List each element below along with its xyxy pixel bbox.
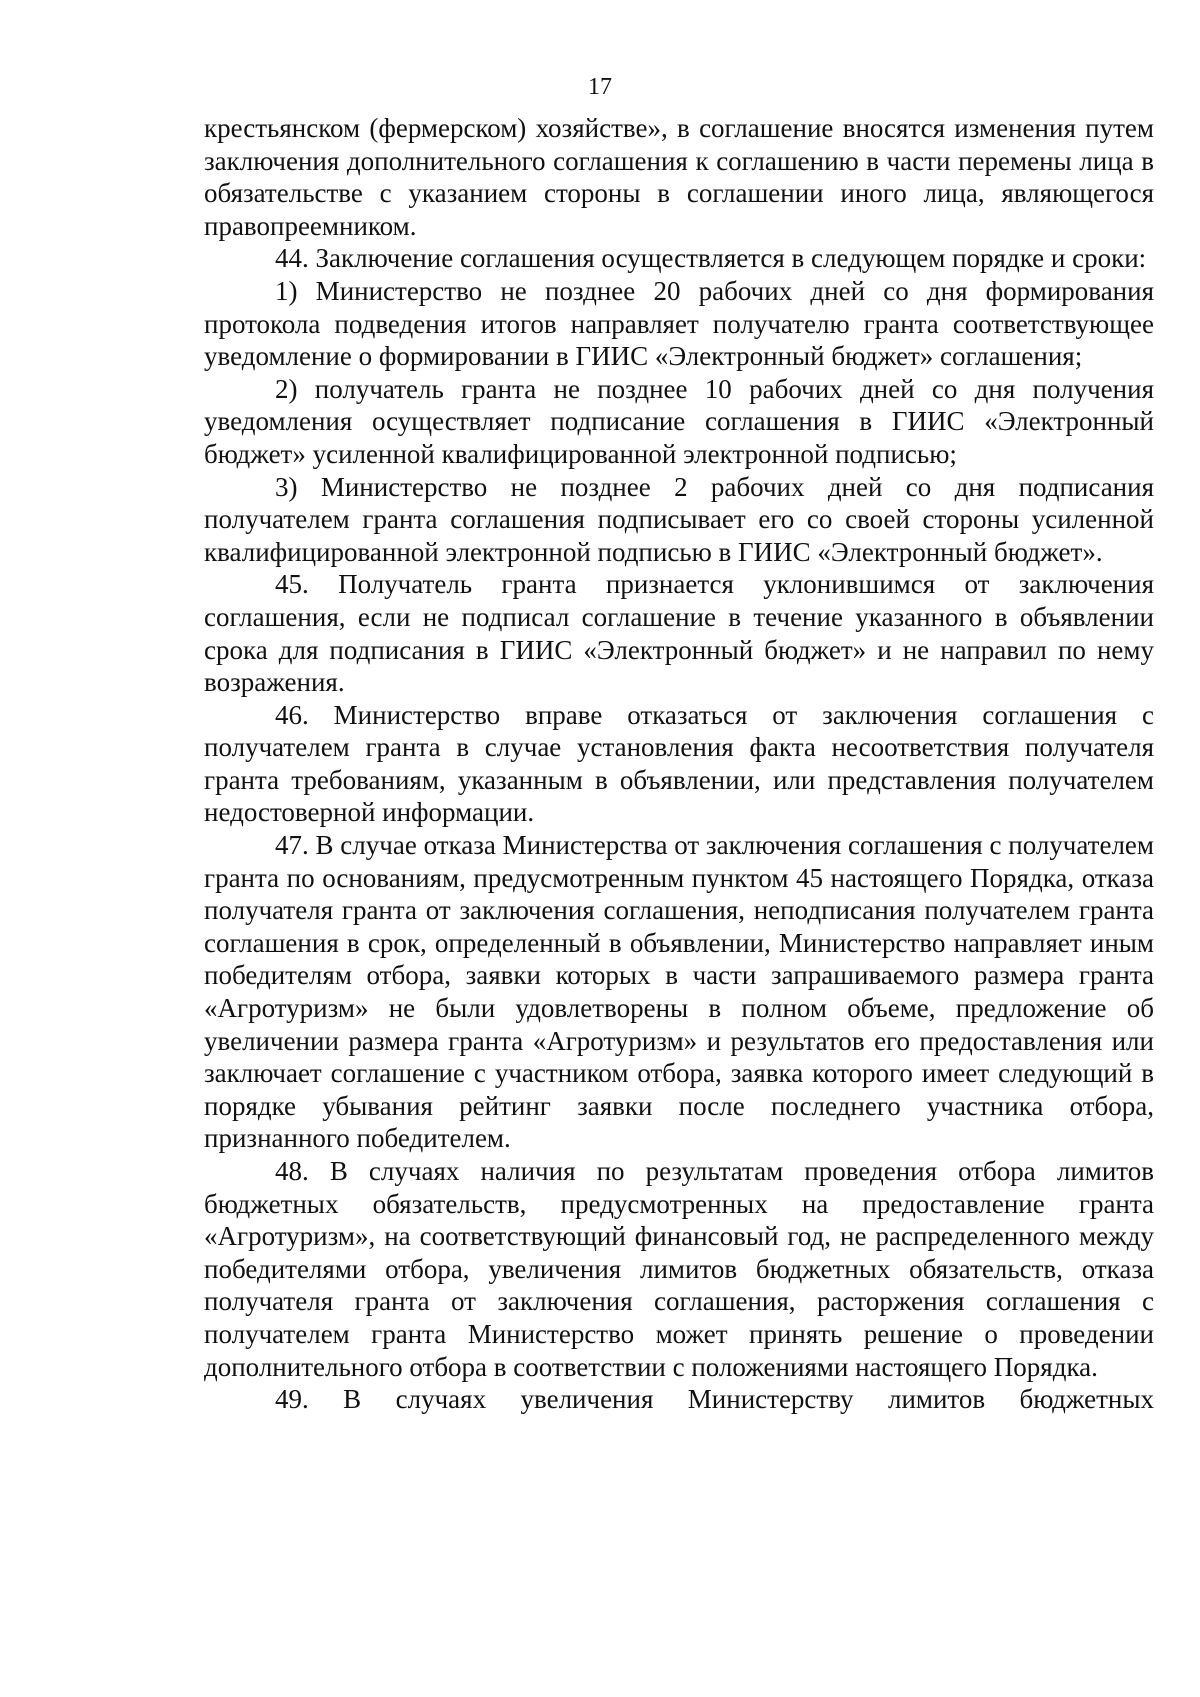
paragraph-47: 47. В случае отказа Министерства от заключения соглашения с получателем гранта по основаниям, предусмотренным пунктом 45 настоящего Порядка, отказа получателя гранта от заключения соглашения, неподписания получателем гранта соглашения в срок, определенный в объявлении, Министерство направляет иным победителям отбора, заявки которых в части запрашиваемого размера гранта «Агротуризм» не были удовлетворены в полном объеме, предложение об увеличении размера гранта «Агротуризм» и результатов его предоставления или заключает соглашение с участником отбора, заявка которого имеет следующий в порядке убывания рейтинг заявки после последнего участника отбора, признанного победителем.: [204, 830, 1154, 1154]
paragraph-46: 46. Министерство вправе отказаться от заключения соглашения с получателем гранта в случае установления факта несоответствия получателя гранта требованиям, указанным в объявлении, или представления получателем недостоверной информации.: [204, 699, 1154, 828]
paragraph-continuation: крестьянском (фермерском) хозяйстве», в соглашение вносятся изменения путем заключения дополнительного соглашения к соглашению в части перемены лица в обязательстве с указанием стороны в соглашении иного лица, являющегося правопреемником.: [204, 113, 1154, 241]
paragraph-44: 44. Заключение соглашения осуществляется в следующем порядке и сроки:: [275, 243, 1147, 274]
document-body: [204, 112, 1154, 1416]
paragraph-44-item-2: 2) получатель гранта не позднее 10 рабочих дней со дня получения уведомления осуществляет подписание соглашения в ГИИС «Электронный бюджет» усиленной квалифицированной электронной подписью;: [204, 373, 1154, 469]
paragraph-49: 49. В случаях увеличения Министерству лимитов бюджетных: [275, 1384, 1154, 1415]
paragraph-44-item-3: 3) Министерство не позднее 2 рабочих дней со дня подписания получателем гранта соглашения подписывает его со своей стороны усиленной квалифицированной электронной подписью в ГИИС «Электронный бюджет».: [204, 471, 1154, 567]
paragraph-48: 48. В случаях наличия по результатам проведения отбора лимитов бюджетных обязательств, предусмотренных на предоставление гранта «Агротуризм», на соответствующий финансовый год, не распределенного между победителями отбора, увеличения лимитов бюджетных обязательств, отказа получателя гранта от заключения соглашения, расторжения соглашения с получателем гранта Министерство может принять решение о проведении дополнительного отбора в соответствии с положениями настоящего Порядка.: [204, 1156, 1154, 1382]
page-number: 17: [588, 74, 612, 100]
paragraph-44-item-1: 1) Министерство не позднее 20 рабочих дней со дня формирования протокола подведения итогов направляет получателю гранта соответствующее уведомление о формировании в ГИИС «Электронный бюджет» соглашения;: [204, 275, 1154, 372]
paragraph-45: 45. Получатель гранта признается уклонившимся от заключения соглашения, если не подписал соглашение в течение указанного в объявлении срока для подписания в ГИИС «Электронный бюджет» и не направил по нему возражения.: [204, 569, 1154, 698]
